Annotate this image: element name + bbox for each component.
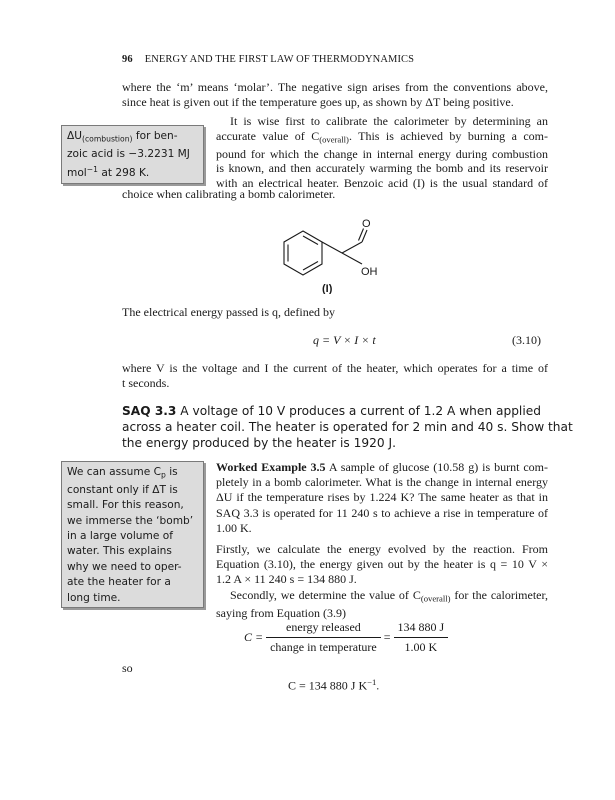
fraction-values: $\frac{134 880 J}{1.00 K}$: [394, 620, 449, 655]
oxygen-atom-label: O: [362, 218, 371, 230]
text-line: is known, and then accurately warming the bomb and its reservoir: [216, 161, 548, 176]
text-line: since heat is given out if the temperature goes up, as shown by ΔT being positive.: [122, 94, 514, 109]
so-label: so: [122, 661, 133, 675]
text-line: choice when calibrating a bomb calorimeter.: [122, 187, 336, 201]
text-line: pound for which the change in internal energy during combustion: [216, 146, 548, 161]
solution-paragraph: Firstly, we calculate the energy evolved by the reaction. From Equation (3.10), the energy given out by the heater is q = 10 V × 1.2 A × 11 240 s = 134 880 J. Secondly, we determine the value of $C_{(overall)}$ for the calorimeter, saying from Equation (3.9): [216, 542, 548, 621]
benzene-ring: [284, 231, 322, 275]
ring-double-bond: [303, 236, 318, 245]
running-header: [122, 54, 414, 65]
electrical-energy-explanation: where V is the voltage and I the current of the heater, which operates for a time of t seconds.: [122, 361, 548, 390]
carbonyl-bond: [362, 230, 367, 242]
calibration-paragraph: [216, 114, 548, 191]
intro-paragraph: [122, 80, 548, 109]
worked-example-3-5: Worked Example 3.5 A sample of glucose (10.58 g) is burnt com- pletely in a bomb calorimeter. What is the change in internal energy ΔU if the temperature rises by 1.224 K? The same heater as that in SAQ 3.3 is operated for 11 240 s to achieve a rise in temperature of 1.00 K.: [216, 460, 548, 535]
margin-note-heat-capacity: We can assume $C_p$ is constant only if ΔT is small. For this reason, we immerse the ‘bomb’ in a large volume of water. This explains why we need to oper- ate the heater for a long time.: [61, 461, 204, 608]
calibration-paragraph-end: [122, 187, 548, 202]
result-equation: C = 134 880 J $K^{-1}$.: [288, 677, 380, 693]
equation-3-10: q = V × I × t: [313, 333, 376, 347]
ring-carbon-bond: [322, 242, 342, 253]
text-line: with an electrical heater. Benzoic acid (I) is the usual standard of: [216, 175, 548, 190]
electrical-energy-intro: The electrical energy passed is q, defined by: [122, 305, 336, 319]
text-line: where the ‘m’ means ‘molar’. The negative sign arises from the conventions above,: [122, 80, 548, 94]
page-number: 96: [122, 54, 133, 65]
running-title: ENERGY AND THE FIRST LAW OF THERMODYNAMICS: [144, 54, 415, 65]
saq-label: SAQ 3.3: [122, 404, 177, 418]
text-line: accurate value of $C_{(overall)}$. This is achieved by burning a com-: [216, 128, 548, 145]
saq-3-3: SAQ 3.3 A voltage of 10 V produces a current of 1.2 A when applied across a heater coil. The heater is operated for 2 min and 40 s. Show that the energy produced by the heater is 1920 J.: [122, 404, 573, 450]
worked-example-title: Worked Example 3.5: [216, 460, 326, 474]
fraction-equation: C = $\frac{\text{energy released}}{\text{change in temperature}}$ = $\frac{134 880 J}{1.00 K}$: [244, 620, 448, 655]
benzoic-acid-structure: [270, 212, 400, 294]
structure-label: (I): [322, 283, 333, 294]
text-line: It is wise first to calibrate the calorimeter by determining an: [230, 114, 548, 128]
ring-double-bond: [303, 262, 318, 271]
carbon-oxygen-bond: [342, 242, 362, 253]
fraction-energy-over-temperature: $\frac{\text{energy released}}{\text{change in temperature}}$: [266, 620, 381, 655]
carbon-hydroxyl-bond: [342, 253, 362, 264]
equation-number: (3.10): [512, 333, 541, 347]
carbonyl-bond: [359, 229, 364, 241]
margin-note-benzoic-acid: $\Delta U_{(combustion)}$ for ben- zoic acid is −3.2231 MJ mol$^{-1}$ at 298 K.: [61, 125, 204, 184]
hydroxyl-label: OH: [361, 266, 378, 278]
